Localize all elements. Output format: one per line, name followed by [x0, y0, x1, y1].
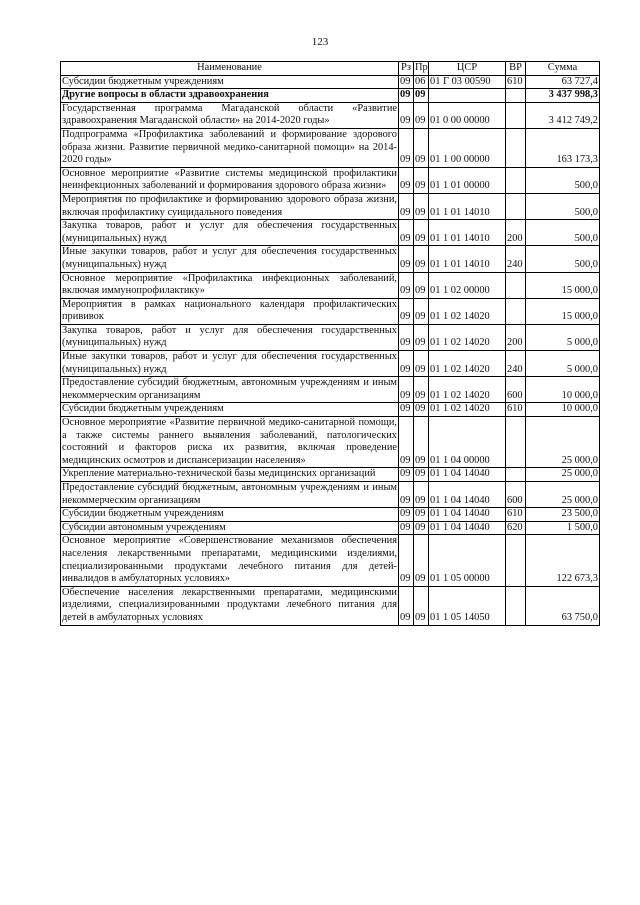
- table-row: [61, 403, 600, 417]
- row-name: Другие вопросы в области здравоохранения: [61, 89, 399, 103]
- table-row: [61, 75, 600, 89]
- row-sum: 500,0: [526, 193, 600, 219]
- row-name: Мероприятия по профилактике и формированию здорового образа жизни, включая профилактику суицидального поведения: [61, 193, 399, 219]
- table-row: [61, 89, 600, 103]
- row-csr: 01 1 02 14020: [429, 403, 506, 417]
- row-vr: 610: [506, 75, 526, 89]
- header-name: Наименование: [61, 62, 399, 76]
- table-row: [61, 246, 600, 272]
- row-csr: 01 1 04 14040: [429, 482, 506, 508]
- row-vr: 240: [506, 351, 526, 377]
- row-name: Субсидии бюджетным учреждениям: [61, 403, 399, 417]
- table-row: [61, 324, 600, 350]
- row-pr: 09: [414, 351, 429, 377]
- row-sum: 63 727,4: [526, 75, 600, 89]
- row-vr: 600: [506, 377, 526, 403]
- row-rz: 09: [399, 128, 414, 167]
- row-vr: [506, 272, 526, 298]
- row-rz: 09: [399, 521, 414, 535]
- row-name: Предоставление субсидий бюджетным, автономным учреждениям и иным некоммерческим организациям: [61, 377, 399, 403]
- table-row: [61, 220, 600, 246]
- row-sum: 500,0: [526, 167, 600, 193]
- row-pr: 09: [414, 377, 429, 403]
- table-row: [61, 193, 600, 219]
- row-vr: [506, 128, 526, 167]
- row-name: Иные закупки товаров, работ и услуг для обеспечения государственных (муниципальных) нужд: [61, 246, 399, 272]
- header-csr: ЦСР: [429, 62, 506, 76]
- row-vr: 610: [506, 508, 526, 522]
- row-vr: [506, 102, 526, 128]
- row-pr: 09: [414, 246, 429, 272]
- row-rz: 09: [399, 75, 414, 89]
- row-csr: 01 1 01 14010: [429, 246, 506, 272]
- row-rz: 09: [399, 535, 414, 586]
- table-row: [61, 377, 600, 403]
- budget-table: [60, 61, 600, 626]
- row-pr: 09: [414, 102, 429, 128]
- header-rz: Рз: [399, 62, 414, 76]
- row-rz: 09: [399, 403, 414, 417]
- row-csr: 01 1 02 14020: [429, 324, 506, 350]
- row-rz: 09: [399, 482, 414, 508]
- row-pr: 09: [414, 482, 429, 508]
- row-rz: 09: [399, 417, 414, 468]
- row-sum: 10 000,0: [526, 377, 600, 403]
- row-rz: 09: [399, 351, 414, 377]
- row-vr: 600: [506, 482, 526, 508]
- table-row: [61, 482, 600, 508]
- row-sum: 25 000,0: [526, 468, 600, 482]
- row-csr: 01 1 04 14040: [429, 508, 506, 522]
- row-pr: 09: [414, 468, 429, 482]
- row-name: Основное мероприятие «Развитие первичной медико-санитарной помощи, а также системы раннего выявления заболеваний, патологических состояний и факторов риска их развития, включая проведение медицинских осмотров и диспансеризации населения»: [61, 417, 399, 468]
- row-csr: 01 1 02 14020: [429, 377, 506, 403]
- row-sum: 500,0: [526, 246, 600, 272]
- row-vr: 240: [506, 246, 526, 272]
- row-sum: 25 000,0: [526, 417, 600, 468]
- row-pr: 09: [414, 298, 429, 324]
- row-name: Закупка товаров, работ и услуг для обеспечения государственных (муниципальных) нужд: [61, 220, 399, 246]
- row-name: Государственная программа Магаданской области «Развитие здравоохранения Магаданской области» на 2014-2020 годы»: [61, 102, 399, 128]
- row-vr: 620: [506, 521, 526, 535]
- row-name: Основное мероприятие «Развитие системы медицинской профилактики неинфекционных заболеваний и формирования здорового образа жизни»: [61, 167, 399, 193]
- row-sum: 10 000,0: [526, 403, 600, 417]
- row-name: Мероприятия в рамках национального календаря профилактических прививок: [61, 298, 399, 324]
- row-pr: 09: [414, 521, 429, 535]
- table-row: [61, 351, 600, 377]
- row-sum: 15 000,0: [526, 272, 600, 298]
- row-csr: 01 1 00 00000: [429, 128, 506, 167]
- row-csr: 01 0 00 00000: [429, 102, 506, 128]
- row-pr: 09: [414, 89, 429, 103]
- row-pr: 09: [414, 586, 429, 625]
- row-name: Обеспечение населения лекарственными препаратами, медицинскими изделиями, специализированными продуктами лечебного питания для детей в амбулаторных условиях: [61, 586, 399, 625]
- row-pr: 09: [414, 417, 429, 468]
- row-rz: 09: [399, 193, 414, 219]
- row-rz: 09: [399, 508, 414, 522]
- row-name: Укрепление материально-технической базы медицинских организаций: [61, 468, 399, 482]
- row-name: Закупка товаров, работ и услуг для обеспечения государственных (муниципальных) нужд: [61, 324, 399, 350]
- row-vr: [506, 89, 526, 103]
- row-rz: 09: [399, 468, 414, 482]
- row-vr: [506, 468, 526, 482]
- row-pr: 09: [414, 535, 429, 586]
- row-sum: 25 000,0: [526, 482, 600, 508]
- row-sum: 500,0: [526, 220, 600, 246]
- row-csr: 01 1 01 14010: [429, 220, 506, 246]
- row-csr: 01 1 05 14050: [429, 586, 506, 625]
- row-csr: 01 1 02 14020: [429, 351, 506, 377]
- row-pr: 06: [414, 75, 429, 89]
- row-csr: 01 Г 03 00590: [429, 75, 506, 89]
- row-rz: 09: [399, 272, 414, 298]
- header-sum: Сумма: [526, 62, 600, 76]
- row-rz: 09: [399, 298, 414, 324]
- row-rz: 09: [399, 167, 414, 193]
- table-row: [61, 586, 600, 625]
- row-pr: 09: [414, 220, 429, 246]
- row-pr: 09: [414, 324, 429, 350]
- row-vr: [506, 535, 526, 586]
- row-name: Субсидии бюджетным учреждениям: [61, 75, 399, 89]
- table-row: [61, 521, 600, 535]
- row-name: Субсидии автономным учреждениям: [61, 521, 399, 535]
- row-csr: 01 1 04 00000: [429, 417, 506, 468]
- row-sum: 3 412 749,2: [526, 102, 600, 128]
- row-name: Подпрограмма «Профилактика заболеваний и формирование здорового образа жизни. Развитие первичной медико-санитарной помощи» на 2014-2020 годы»: [61, 128, 399, 167]
- table-row: [61, 167, 600, 193]
- row-csr: 01 1 04 14040: [429, 468, 506, 482]
- table-row: [61, 535, 600, 586]
- row-pr: 09: [414, 193, 429, 219]
- row-vr: 200: [506, 324, 526, 350]
- row-rz: 09: [399, 220, 414, 246]
- row-vr: 200: [506, 220, 526, 246]
- row-rz: 09: [399, 89, 414, 103]
- page-number: 123: [311, 36, 329, 48]
- row-csr: [429, 89, 506, 103]
- table-row: [61, 102, 600, 128]
- table-row: [61, 298, 600, 324]
- row-csr: 01 1 01 00000: [429, 167, 506, 193]
- row-rz: 09: [399, 586, 414, 625]
- table-row: [61, 272, 600, 298]
- row-sum: 63 750,0: [526, 586, 600, 625]
- row-sum: 5 000,0: [526, 324, 600, 350]
- row-sum: 122 673,3: [526, 535, 600, 586]
- row-name: Иные закупки товаров, работ и услуг для обеспечения государственных (муниципальных) нужд: [61, 351, 399, 377]
- row-sum: 15 000,0: [526, 298, 600, 324]
- row-vr: [506, 193, 526, 219]
- row-csr: 01 1 05 00000: [429, 535, 506, 586]
- row-csr: 01 1 04 14040: [429, 521, 506, 535]
- row-pr: 09: [414, 403, 429, 417]
- row-rz: 09: [399, 102, 414, 128]
- row-name: Субсидии бюджетным учреждениям: [61, 508, 399, 522]
- row-pr: 09: [414, 508, 429, 522]
- row-pr: 09: [414, 128, 429, 167]
- row-sum: 1 500,0: [526, 521, 600, 535]
- header-vr: ВР: [506, 62, 526, 76]
- table-row: [61, 128, 600, 167]
- header-pr: Пр: [414, 62, 429, 76]
- row-vr: 610: [506, 403, 526, 417]
- row-name: Предоставление субсидий бюджетным, автономным учреждениям и иным некоммерческим организациям: [61, 482, 399, 508]
- row-vr: [506, 586, 526, 625]
- row-rz: 09: [399, 246, 414, 272]
- row-rz: 09: [399, 377, 414, 403]
- row-csr: 01 1 02 00000: [429, 272, 506, 298]
- table-row: [61, 508, 600, 522]
- row-rz: 09: [399, 324, 414, 350]
- row-csr: 01 1 02 14020: [429, 298, 506, 324]
- row-sum: 3 437 998,3: [526, 89, 600, 103]
- row-sum: 5 000,0: [526, 351, 600, 377]
- row-vr: [506, 298, 526, 324]
- row-name: Основное мероприятие «Профилактика инфекционных заболеваний, включая иммунопрофилактику»: [61, 272, 399, 298]
- table-header-row: [61, 62, 600, 76]
- row-pr: 09: [414, 167, 429, 193]
- row-pr: 09: [414, 272, 429, 298]
- table-row: [61, 468, 600, 482]
- row-sum: 163 173,3: [526, 128, 600, 167]
- row-sum: 23 500,0: [526, 508, 600, 522]
- row-vr: [506, 167, 526, 193]
- row-csr: 01 1 01 14010: [429, 193, 506, 219]
- table-row: [61, 417, 600, 468]
- row-name: Основное мероприятие «Совершенствование механизмов обеспечения населения лекарственными препаратами, медицинскими изделиями, специализированными продуктами лечебного питания для детей-инвалидов в амбулаторных условиях»: [61, 535, 399, 586]
- row-vr: [506, 417, 526, 468]
